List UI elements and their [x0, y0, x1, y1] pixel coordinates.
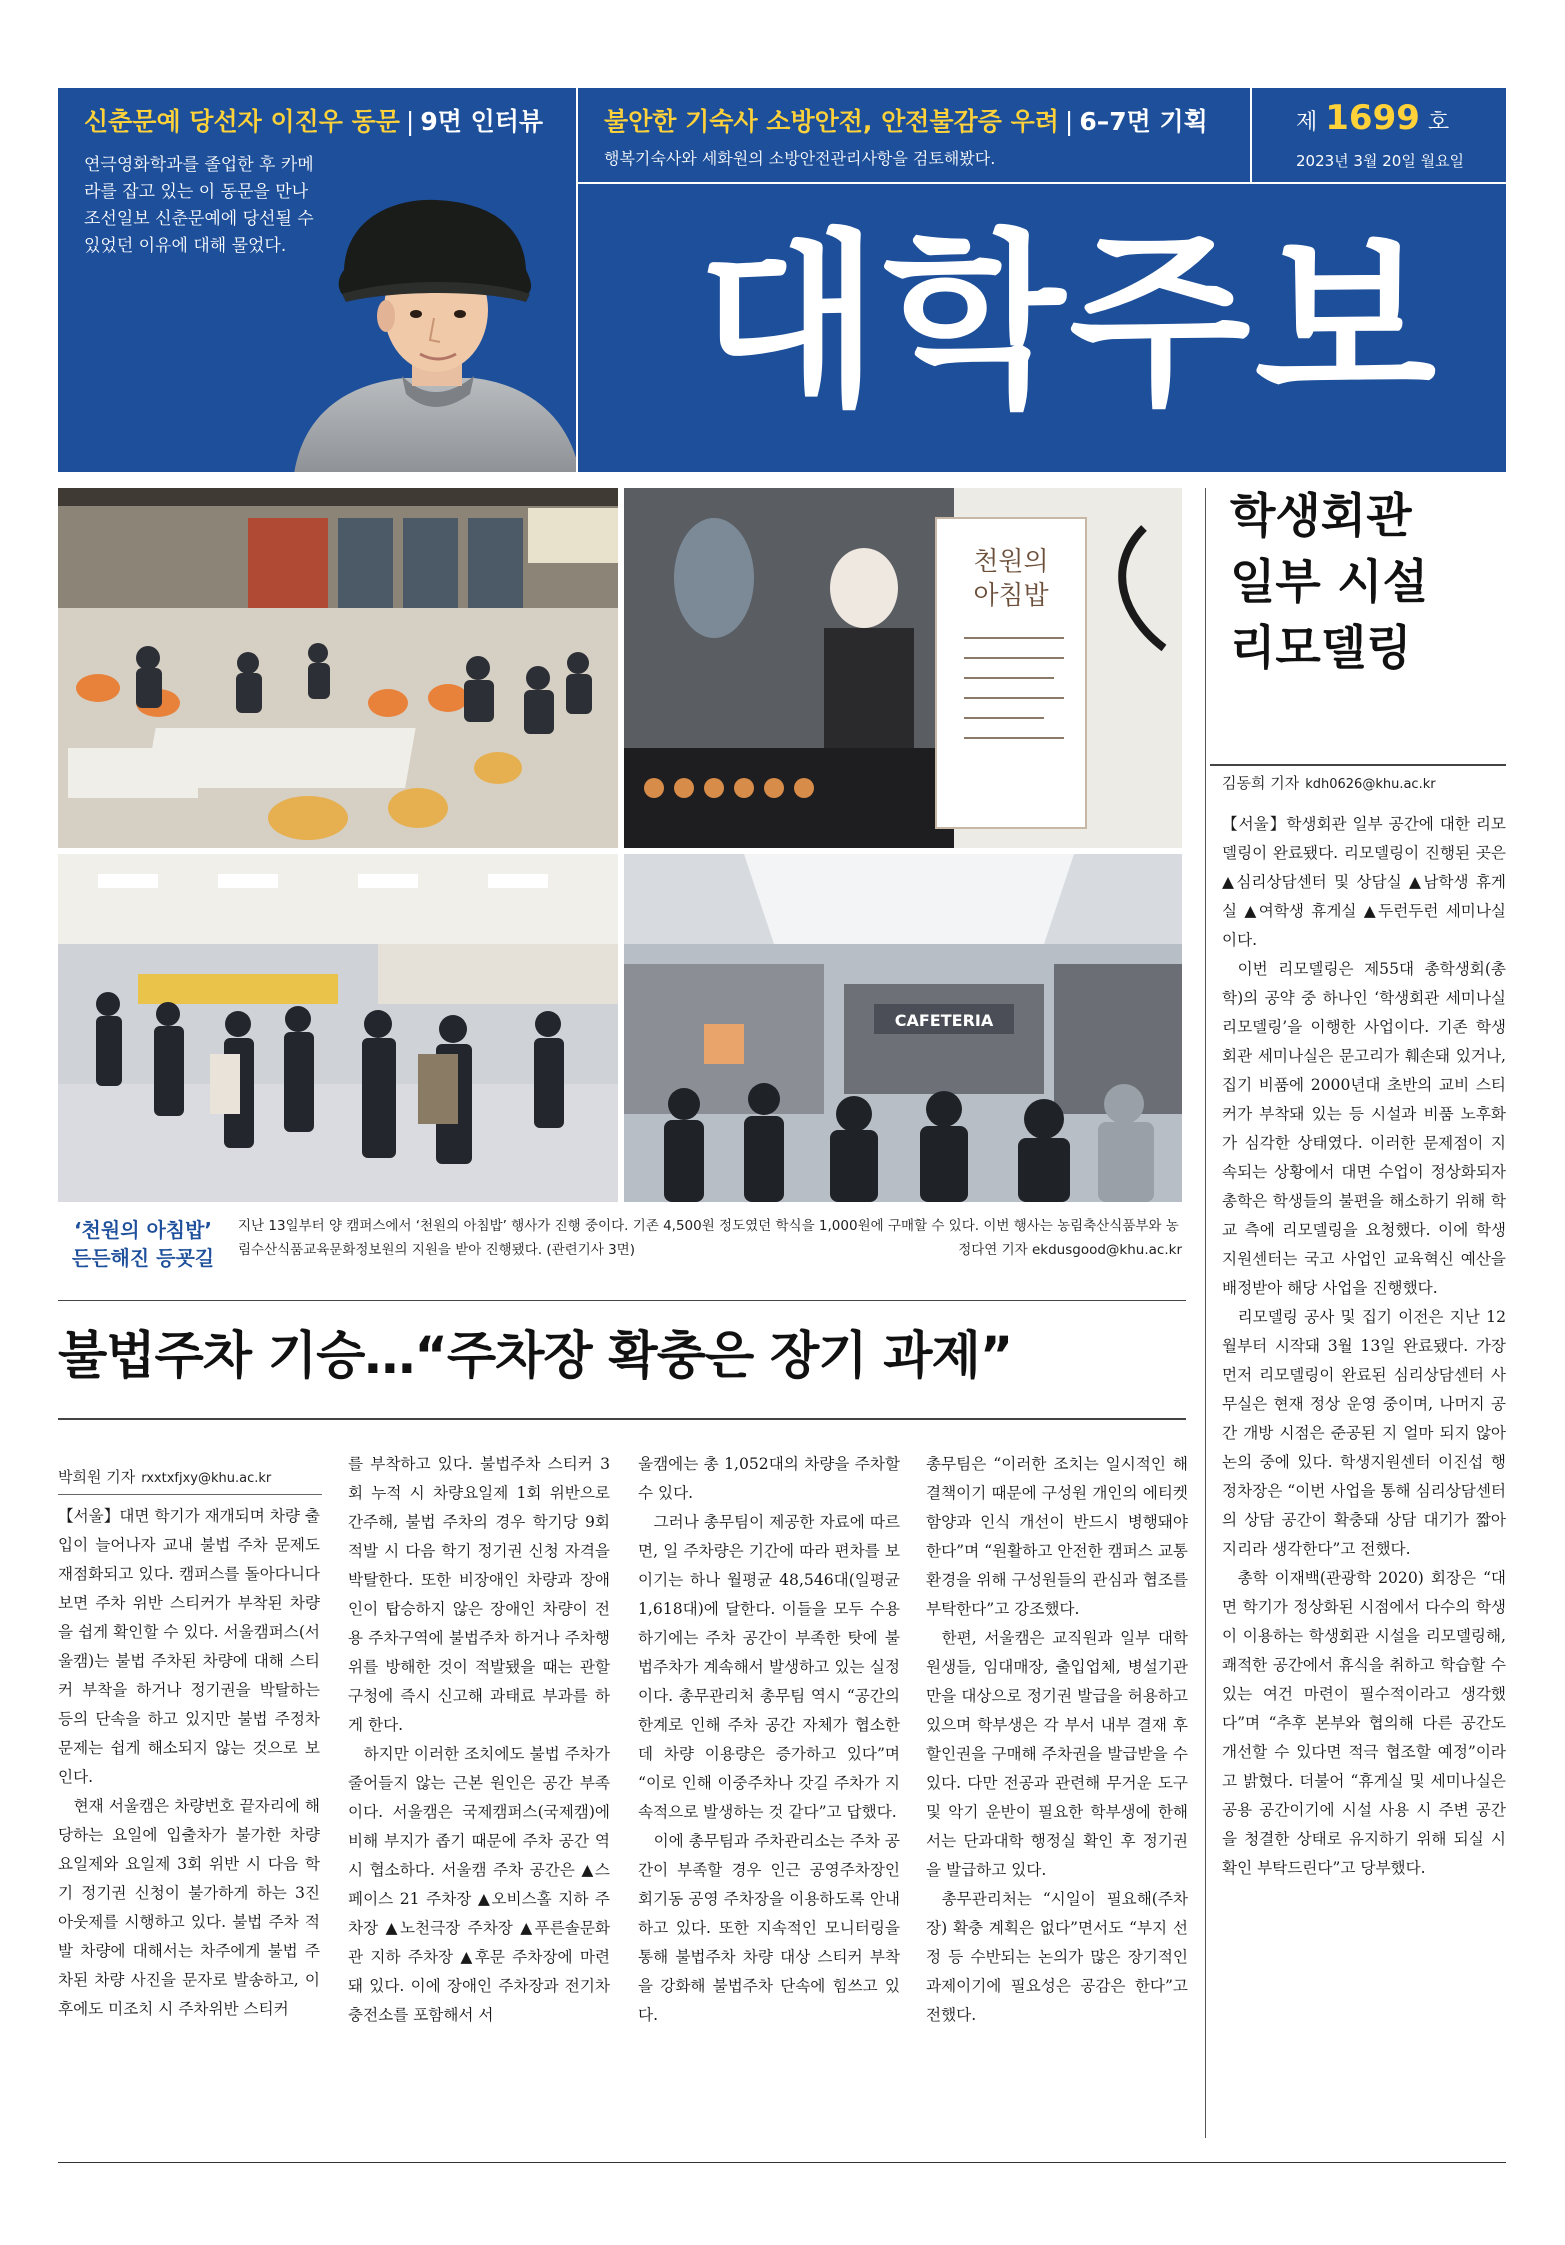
- main-paragraph: 울캠에는 총 1,052대의 차량을 주차할 수 있다.: [638, 1455, 900, 1502]
- issue-number: [1296, 98, 1449, 138]
- main-byline-name: 박희원 기자: [58, 1468, 136, 1486]
- sign-text-1: 천원의: [973, 547, 1049, 577]
- side-paragraph: 【서울】학생회관 일부 공간에 대한 리모델링이 완료됐다. 리모델링이 진행된 곳은 ▲심리상담센터 및 상담실 ▲남학생 휴게실 ▲여학생 휴게실 ▲두런두런 세미나실이다.: [1222, 815, 1506, 949]
- teaser-dormitory[interactable]: [578, 88, 1250, 184]
- issue-info: [1250, 88, 1506, 184]
- main-paragraph: 를 부착하고 있다. 불법주차 스티커 3회 누적 시 차량요일제 1회 위반으로 간주해, 불법 주차의 경우 학기당 9회 적발 시 다음 학기 정기권 신청 자격을 박탈한다. 또한 비장애인 차량과 장애인이 탑승하지 않은 장애인 차량이 전용 주차구역에 불법주차 하거나 주차행위를 방해한 것이 적발됐을 때는 관할구청에 즉시 신고해 과태료 부과를 하게 한다.: [348, 1455, 610, 1734]
- breakfast-sign-image: [624, 488, 1182, 848]
- teaser-interview-headline: 신춘문예 당선자 이진우 동문: [84, 107, 400, 136]
- column-divider: [1205, 488, 1206, 2138]
- issue-number-value: 1699: [1325, 98, 1420, 138]
- photo-credit: 정다연 기자 ekdusgood@khu.ac.kr: [958, 1242, 1182, 1258]
- issue-date: 2023년 3월 20일 월요일: [1296, 152, 1465, 170]
- main-paragraph: 【서울】대면 학기가 재개되며 차량 출입이 늘어나자 교내 불법 주차 문제도 재점화되고 있다. 캠퍼스를 돌아다니다 보면 주차 위반 스티커가 부착된 차량을 쉽게 확인할 수 있다. 서울캠퍼스(서울캠)는 불법 주차된 차량에 대해 스티커 부착을 하거나 정기권을 박탈하는 등의 단속을 하고 있지만 불법 주정차 문제는 쉽게 해소되지 않는 것으로 보인다.: [58, 1507, 320, 1786]
- interview-portrait-photo: [284, 198, 578, 472]
- main-byline-email[interactable]: rxxtxfjxy@khu.ac.kr: [141, 1471, 272, 1486]
- side-story-body: [1222, 810, 1506, 1883]
- teaser-interview-title: [84, 102, 543, 138]
- dining-hall-image: [58, 488, 618, 848]
- caption-headline-line1: ‘천원의 아침밥’: [73, 1218, 213, 1242]
- photo-caption-text: 지난 13일부터 양 캠퍼스에서 ‘천원의 아침밥’ 행사가 진행 중이다. 기존 4,500원 정도였던 학식을 1,000원에 구매할 수 있다. 이번 행사는 농림축산식품부와 농림수산식품교육문화정보원의 지원을 받아 진행됐다. (관련기사 3면): [238, 1218, 1179, 1258]
- teaser-interview-description: 연극영화학과를 졸업한 후 카메라를 잡고 있는 이 동문을 만나 조선일보 신춘문예에 당선될 수 있었던 이유에 대해 물었다.: [84, 155, 314, 256]
- main-paragraph: 한편, 서울캠은 교직원과 일부 대학원생들, 임대매장, 출입업체, 병설기관만을 대상으로 정기권 발급을 허용하고 있으며 학부생은 각 부서 내부 결재 후 할인권을 구매해 주차권을 발급받을 수 있다. 다만 전공과 관련해 무거운 도구 및 악기 운반이 필요한 학부생에 한해서는 단과대학 행정실 확인 후 정기권을 발급하고 있다.: [926, 1629, 1188, 1879]
- masthead: [58, 88, 1506, 472]
- queue-lobby-image: [58, 854, 618, 1202]
- caption-headline-line2: 든든해진 등굣길: [71, 1246, 215, 1270]
- side-story-byline: [1222, 772, 1436, 793]
- main-paragraph: 현재 서울캠은 차량번호 끝자리에 해당하는 요일에 입출차가 불가한 차량 요일제와 요일제 3회 위반 시 다음 학기 정기권 신청이 불가하게 하는 3진 아웃제를 시행하고 있다. 불법 주차 적발 차량에 대해서는 차주에게 불법 주차된 차량 사진을 문자로 발송하고, 이후에도 미조치 시 주차위반 스티커: [58, 1797, 320, 2018]
- teaser-interview-page: 9면 인터뷰: [420, 107, 544, 136]
- teaser-dormitory-page: 6–7면 기획: [1079, 107, 1208, 136]
- main-story-column-4: [926, 1450, 1188, 2030]
- side-paragraph: 이번 리모델링은 제55대 총학생회(총학)의 공약 중 하나인 ‘학생회관 세미나실 리모델링’을 이행한 사업이다. 기존 학생회관 세미나실은 문고리가 훼손돼 있거나, 집기 비품에 2000년대 초반의 교비 스티커가 부착돼 있는 등 시설과 비품 노후화가 심각한 상태였다. 이러한 문제점이 지속되는 상황에서 대면 수업이 정상화되자 총학은 학생들의 불편을 해소하기 위해 학교 측에 리모델링을 요청했다. 이에 학생지원센터는 국고 사업인 교육혁신 예산을 배정받아 해당 사업을 진행했다.: [1222, 960, 1506, 1297]
- side-byline-name: 김동희 기자: [1222, 774, 1300, 792]
- photo-breakfast-sign[interactable]: [624, 488, 1182, 848]
- newspaper-nameplate: 대학주보: [697, 213, 1441, 432]
- main-paragraph: 하지만 이러한 조치에도 불법 주차가 줄어들지 않는 근본 원인은 공간 부족이다. 서울캠은 국제캠퍼스(국제캠)에 비해 부지가 좁기 때문에 주차 공간 역시 협소하다. 서울캠 주차 공간은 ▲스페이스 21 주차장 ▲오비스홀 지하 주차장 ▲노천극장 주차장 ▲푸른솔문화관 지하 주차장 ▲후문 주차장에 마련돼 있다. 이에 장애인 주차장과 전기차 충전소를 포함해서 서: [348, 1745, 610, 2024]
- teaser-interview[interactable]: [58, 88, 578, 472]
- side-byline-email[interactable]: kdh0626@khu.ac.kr: [1305, 777, 1436, 792]
- teaser-dormitory-title: [604, 102, 1208, 138]
- photo-cafeteria-entrance[interactable]: [624, 854, 1182, 1202]
- side-paragraph: 리모델링 공사 및 집기 이전은 지난 12월부터 시작돼 3월 13일 완료됐다. 가장 먼저 리모델링이 완료된 심리상담센터 사무실은 현재 정상 운영 중이며, 나머지 공간 개방 시점은 준공된 지 얼마 되지 않아 논의 중에 있다. 학생지원센터 이진섭 행정차장은 “이번 사업을 통해 심리상담센터의 상담 공간이 확충돼 상담 대기가 짧아지리라 생각한다”고 전했다.: [1222, 1308, 1506, 1558]
- main-story-top-rule: [58, 1300, 1186, 1301]
- side-headline-line3: 리모델링: [1230, 621, 1412, 676]
- main-story-byline: [58, 1466, 271, 1487]
- main-byline-rule: [58, 1494, 322, 1495]
- sign-text-2: 아침밥: [973, 581, 1049, 611]
- teaser-dormitory-headline: 불안한 기숙사 소방안전, 안전불감증 우려: [604, 107, 1059, 136]
- page-bottom-rule: [58, 2162, 1506, 2163]
- side-headline-rule: [1210, 764, 1506, 766]
- teaser-separator: |: [405, 107, 415, 136]
- photo-dining-hall[interactable]: [58, 488, 618, 848]
- cafeteria-entrance-image: [624, 854, 1182, 1202]
- main-story-column-1: [58, 1502, 320, 2024]
- side-paragraph: 총학 이재백(관광학 2020) 회장은 “대면 학기가 정상화된 시점에서 다수의 학생이 이용하는 학생회관 시설을 리모델링해, 쾌적한 공간에서 휴식을 취하고 학습할 수 있는 여건 마련이 필수적이라고 생각했다”며 “추후 본부와 협의해 다른 공간도 개선할 수 있다면 적극 협조할 예정”이라고 밝혔다. 더불어 “휴게실 및 세미나실은 공용 공간이기에 시설 사용 시 주변 공간을 청결한 상태로 유지하기 위해 되실 시 확인 부탁드린다”고 당부했다.: [1222, 1569, 1506, 1877]
- main-story-headline-rule: [58, 1418, 1186, 1420]
- main-paragraph: 총무관리처는 “시일이 필요해(주차장) 확충 계획은 없다”면서도 “부지 선정 등 수반되는 논의가 많은 장기적인 과제이기에 필요성은 공감은 한다”고 전했다.: [926, 1890, 1188, 2024]
- cafeteria-sign-text: CAFETERIA: [894, 1011, 994, 1030]
- main-paragraph: 이에 총무팀과 주차관리소는 주차 공간이 부족할 경우 인근 공영주차장인 회기동 공영 주차장을 이용하도록 안내하고 있다. 또한 지속적인 모니터링을 통해 불법주차 차량 대상 스티커 부착을 강화해 불법주차 단속에 힘쓰고 있다.: [638, 1832, 900, 2024]
- side-story-headline[interactable]: [1230, 484, 1506, 682]
- side-headline-line2: 일부 시설: [1230, 555, 1428, 610]
- main-story-column-3: [638, 1450, 900, 2030]
- issue-prefix: 제: [1296, 110, 1318, 135]
- main-paragraph: 총무팀은 “이러한 조치는 일시적인 해결책이기 때문에 구성원 개인의 에티켓 함양과 인식 개선이 반드시 병행돼야 한다”며 “원활하고 안전한 캠퍼스 교통환경을 위해 구성원들의 관심과 협조를 부탁한다”고 강조했다.: [926, 1455, 1188, 1618]
- teaser-separator: |: [1064, 107, 1074, 136]
- main-story-headline[interactable]: 불법주차 기승…“주차장 확충은 장기 과제”: [58, 1327, 1013, 1386]
- issue-suffix: 호: [1427, 110, 1450, 135]
- main-story-column-2: [348, 1450, 610, 2030]
- main-paragraph: 그러나 총무팀이 제공한 자료에 따르면, 일 주차량은 기간에 따라 편차를 보이기는 하나 월평균 48,546대(일평균 1,618대)에 달한다. 이들을 모두 수용하기에는 주차 공간이 부족한 탓에 불법주차가 계속해서 발생하고 있는 실정이다. 총무관리처 총무팀 역시 “공간의 한계로 인해 주차 공간 자체가 협소한데 차량 이용량은 증가하고 있다”며 “이로 인해 이중주차나 갓길 주차가 지속적으로 발생하는 것 같다”고 답했다.: [638, 1513, 900, 1821]
- photo-caption-headline: [58, 1216, 228, 1272]
- teaser-dormitory-description: 행복기숙사와 세화원의 소방안전관리사항을 검토해봤다.: [604, 149, 996, 168]
- photo-queue-lobby[interactable]: [58, 854, 618, 1202]
- side-headline-line1: 학생회관: [1230, 489, 1412, 544]
